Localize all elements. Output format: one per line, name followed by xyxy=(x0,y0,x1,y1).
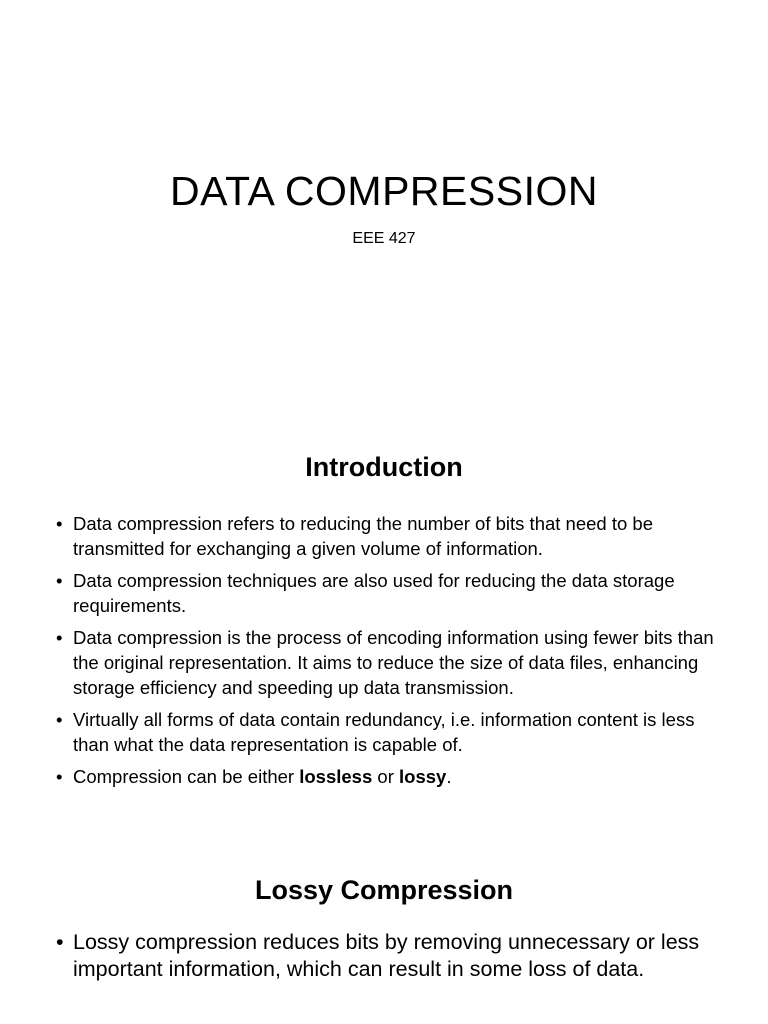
slide-heading: Lossy Compression xyxy=(254,875,514,905)
list-item xyxy=(56,929,716,983)
slide-heading: Introduction xyxy=(305,452,463,482)
bullet-text: Lossy compression reduces bits by removing unnecessary or less important information, which can result in some loss of data. xyxy=(73,930,700,981)
list-item xyxy=(56,511,716,561)
bullet-icon: • xyxy=(56,570,63,591)
bullet-text-middle: or xyxy=(372,766,399,787)
bullet-text: Data compression refers to reducing the number of bits that need to be transmitted for exchanging a given volume of information. xyxy=(73,513,653,559)
bullet-text: Data compression is the process of encoding information using fewer bits than the original representation. It aims to reduce the size of data files, enhancing storage efficiency and speeding up data transmission. xyxy=(73,627,714,698)
list-item xyxy=(56,764,716,789)
title-slide xyxy=(0,0,768,420)
term-lossy: lossy xyxy=(399,766,447,787)
bullet-icon: • xyxy=(56,766,63,787)
bullet-icon: • xyxy=(56,930,64,954)
course-code: EEE 427 xyxy=(352,230,416,247)
list-item xyxy=(56,707,716,757)
bullet-icon: • xyxy=(56,513,63,534)
list-item xyxy=(56,625,716,700)
term-lossless: lossless xyxy=(299,766,373,787)
bullet-list xyxy=(56,929,716,990)
presentation-title: DATA COMPRESSION xyxy=(170,168,598,214)
introduction-slide xyxy=(0,420,768,840)
list-item xyxy=(56,568,716,618)
bullet-icon: • xyxy=(56,627,63,648)
bullet-text: Virtually all forms of data contain redundancy, i.e. information content is less than what the data representation is capable of. xyxy=(73,709,695,755)
bullet-list xyxy=(56,511,716,796)
bullet-text-prefix: Compression can be either xyxy=(73,766,300,787)
lossy-compression-slide xyxy=(0,840,768,1024)
bullet-text: Data compression techniques are also used for reducing the data storage requirements. xyxy=(73,570,675,616)
bullet-icon: • xyxy=(56,709,63,730)
bullet-text-suffix: . xyxy=(446,766,452,787)
